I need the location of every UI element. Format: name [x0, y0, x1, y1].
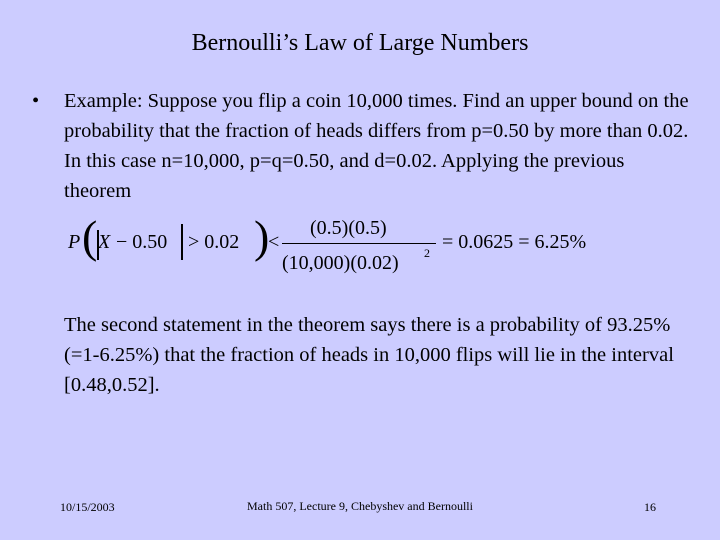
- eq-abs-bar-left: [97, 230, 99, 260]
- eq-denominator: (10,000)(0.02): [282, 252, 399, 274]
- footer-course: Math 507, Lecture 9, Chebyshev and Bernoulli: [247, 499, 473, 513]
- eq-left-paren: (: [82, 211, 98, 262]
- footer-date: 10/15/2003: [60, 500, 115, 514]
- chebyshev-equation: [68, 211, 628, 274]
- slide-title: Bernoulli’s Law of Large Numbers: [191, 30, 529, 56]
- bullet-marker: •: [32, 90, 40, 112]
- eq-exponent: 2: [424, 246, 430, 260]
- eq-less-than: <: [268, 231, 280, 253]
- conclusion-paragraph: The second statement in the theorem says there is a probability of 93.25% (=1-6.25%) that the fraction of heads in 10,000 flips will lie in the interval [0.48,0.52].: [64, 314, 674, 396]
- bullet-text: Example: Suppose you flip a coin 10,000 times. Find an upper bound on the probability that the fraction of heads differs from p=0.50 by more than 0.02. In this case n=10,000, p=q=0.50, and d=0.02. Applying the previous theorem: [64, 90, 689, 202]
- eq-numerator: (0.5)(0.5): [310, 217, 387, 239]
- eq-right-paren: ): [254, 211, 270, 262]
- example-bullet: [32, 86, 692, 206]
- eq-probability-p: P: [68, 231, 81, 253]
- eq-variable-x: X: [98, 231, 111, 253]
- footer-page-number: 16: [644, 500, 656, 514]
- eq-result: = 0.0625 = 6.25%: [442, 231, 587, 253]
- eq-minus-mean: − 0.50: [116, 231, 168, 253]
- eq-abs-bar-right: [181, 224, 183, 260]
- eq-greater-than: > 0.02: [188, 231, 240, 253]
- eq-fraction-line: [282, 243, 436, 244]
